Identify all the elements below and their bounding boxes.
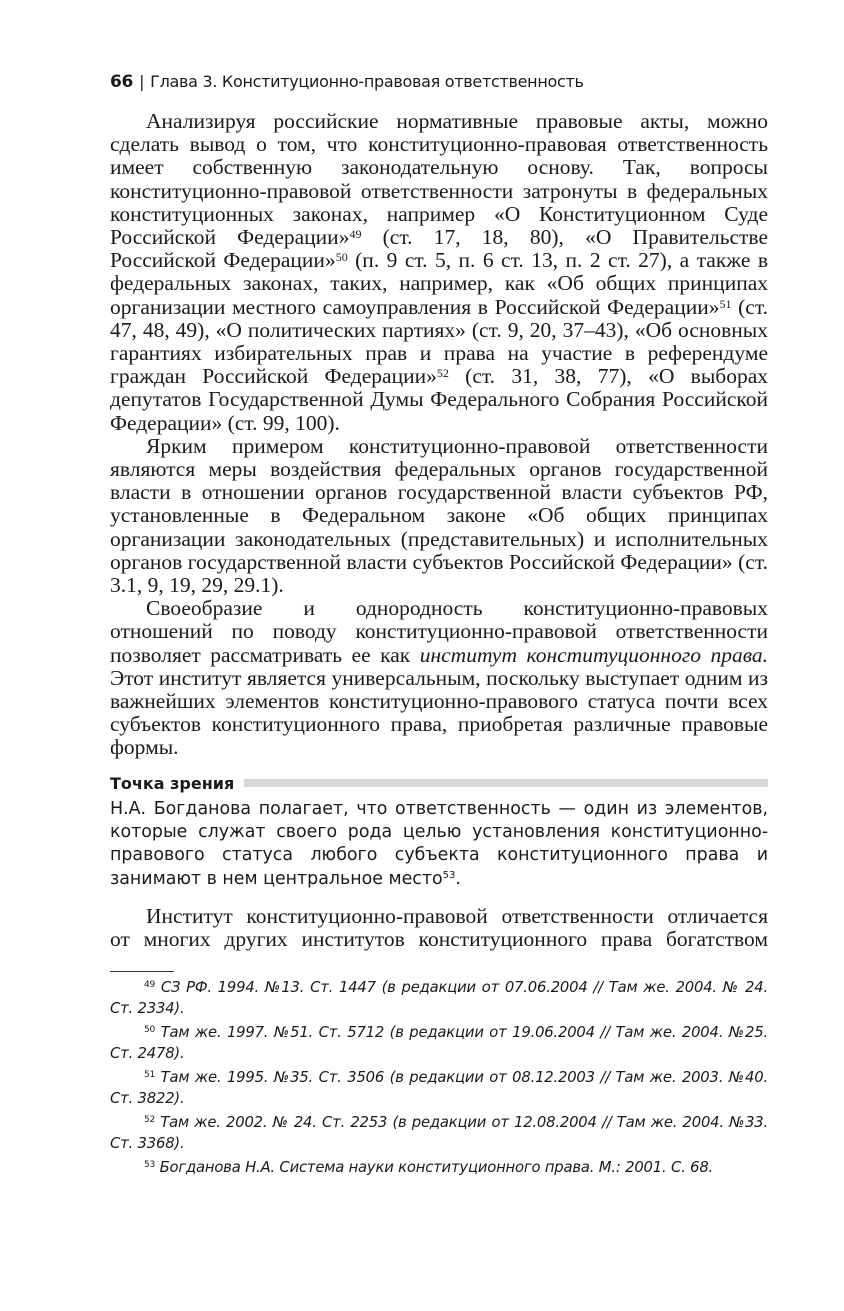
paragraph-3 xyxy=(110,597,768,759)
running-header xyxy=(110,72,768,92)
footnote-51 xyxy=(110,1068,768,1109)
footnote-text: Там же. 1995. №35. Ст. 3506 (в редакции от 08.12.2003 // Там же. 2003. №40. Ст. 3822). xyxy=(110,1069,768,1107)
viewpoint-box xyxy=(110,774,768,891)
footnote-divider xyxy=(110,971,174,972)
footnote-number: 51 xyxy=(144,1070,156,1081)
paragraph-3-text-a: Своеобразие и однородность конституционно-правовых отношений по поводу конституционно-правовой ответственности позволяет рассматривать ее как xyxy=(110,596,768,667)
footnote-number: 50 xyxy=(144,1025,156,1036)
book-page xyxy=(110,72,768,1183)
footnote-text: Там же. 1997. №51. Ст. 5712 (в редакции от 19.06.2004 // Там же. 2004. №25. Ст. 2478). xyxy=(110,1024,768,1062)
page-number: 66 xyxy=(110,72,134,92)
footnote-53 xyxy=(110,1158,768,1179)
paragraph-1-text-d: (ст. 47, 48, 49), «О политических партиях» (ст. 9, 20, 37–43), «Об основных гарантиях избирательных прав и права на участие в референдуме граждан Российской Федерации» xyxy=(110,294,768,389)
header-separator: | xyxy=(139,72,145,91)
viewpoint-heading-bar xyxy=(244,779,768,787)
viewpoint-text xyxy=(110,798,768,891)
chapter-title: Глава 3. Конституционно-правовая ответственность xyxy=(150,72,584,91)
paragraph-3-text-b: Этот институт является универсальным, поскольку выступает одним из важнейших элементов конституционно-правового статуса почти всех субъектов конституционного права, приобретая различные правовые формы. xyxy=(110,665,768,760)
footnote-number: 53 xyxy=(144,1160,156,1171)
footnote-text: Богданова Н.А. Система науки конституционного права. М.: 2001. С. 68. xyxy=(159,1159,714,1177)
footnote-ref-52[interactable]: 52 xyxy=(436,366,449,381)
footnote-ref-50[interactable]: 50 xyxy=(335,250,348,265)
footnote-49 xyxy=(110,978,768,1019)
footnote-text: СЗ РФ. 1994. №13. Ст. 1447 (в редакции от 07.06.2004 // Там же. 2004. № 24. Ст. 2334). xyxy=(110,979,768,1017)
viewpoint-body: Н.А. Богданова полагает, что ответственность — один из элементов, которые служат своего рода целью установления конституционно-правового статуса любого субъекта конституционного права и занимают в нем центральное место xyxy=(110,798,768,889)
paragraph-1-text-e: (ст. 31, 38, 77), «О выборах депутатов Государственной Думы Федерального Собрания Российской Федерации» (ст. 99, 100). xyxy=(110,364,769,435)
paragraph-1 xyxy=(110,110,768,435)
footnote-number: 49 xyxy=(144,980,156,991)
footnotes xyxy=(110,978,768,1179)
paragraph-1-text-c: (п. 9 ст. 5, п. 6 ст. 13, п. 2 ст. 27), а также в федеральных законах, таких, например, как «Об общих принципах организации местного самоуправления в Российской Федерации» xyxy=(110,248,769,319)
footnote-52 xyxy=(110,1113,768,1154)
emphasis-term: институт конституционного права. xyxy=(419,642,769,667)
viewpoint-heading-row xyxy=(110,774,768,793)
viewpoint-end: . xyxy=(455,868,461,889)
footnote-number: 52 xyxy=(144,1115,156,1126)
main-text xyxy=(110,110,768,760)
paragraph-1-text-a: Анализируя российские нормативные правовые акты, можно сделать вывод о том, что конституционно-правовая ответственность имеет собственную законодательную основу. Так, вопросы конституционно-правовой ответственности затронуты в федеральных конституционных законах, например «О Конституционном Суде Российской Федерации» xyxy=(110,109,768,250)
main-text-continued xyxy=(110,905,768,951)
footnote-text: Там же. 2002. № 24. Ст. 2253 (в редакции от 12.08.2004 // Там же. 2004. №33. Ст. 3368). xyxy=(110,1114,768,1152)
viewpoint-heading: Точка зрения xyxy=(110,773,235,793)
footnote-ref-51[interactable]: 51 xyxy=(719,296,732,311)
footnote-ref-53[interactable]: 53 xyxy=(442,869,456,881)
paragraph-2: Ярким примером конституционно-правовой ответственности являются меры воздействия федеральных органов государственной власти в отношении органов государственной власти субъектов РФ, установленные в Федеральном законе «Об общих принципах организации законодательных (представительных) и исполнительных органов государственной власти субъектов Российской Федерации» (ст. 3.1, 9, 19, 29, 29.1). xyxy=(110,433,768,598)
paragraph-4: Институт конституционно-правовой ответственности отличается от многих других институтов конституционного права богатством xyxy=(110,903,768,952)
footnote-50 xyxy=(110,1023,768,1064)
paragraph-1-text-b: (ст. 17, 18, 80), «О Правительстве Российской Федерации» xyxy=(110,225,769,273)
footnote-ref-49[interactable]: 49 xyxy=(349,227,362,242)
